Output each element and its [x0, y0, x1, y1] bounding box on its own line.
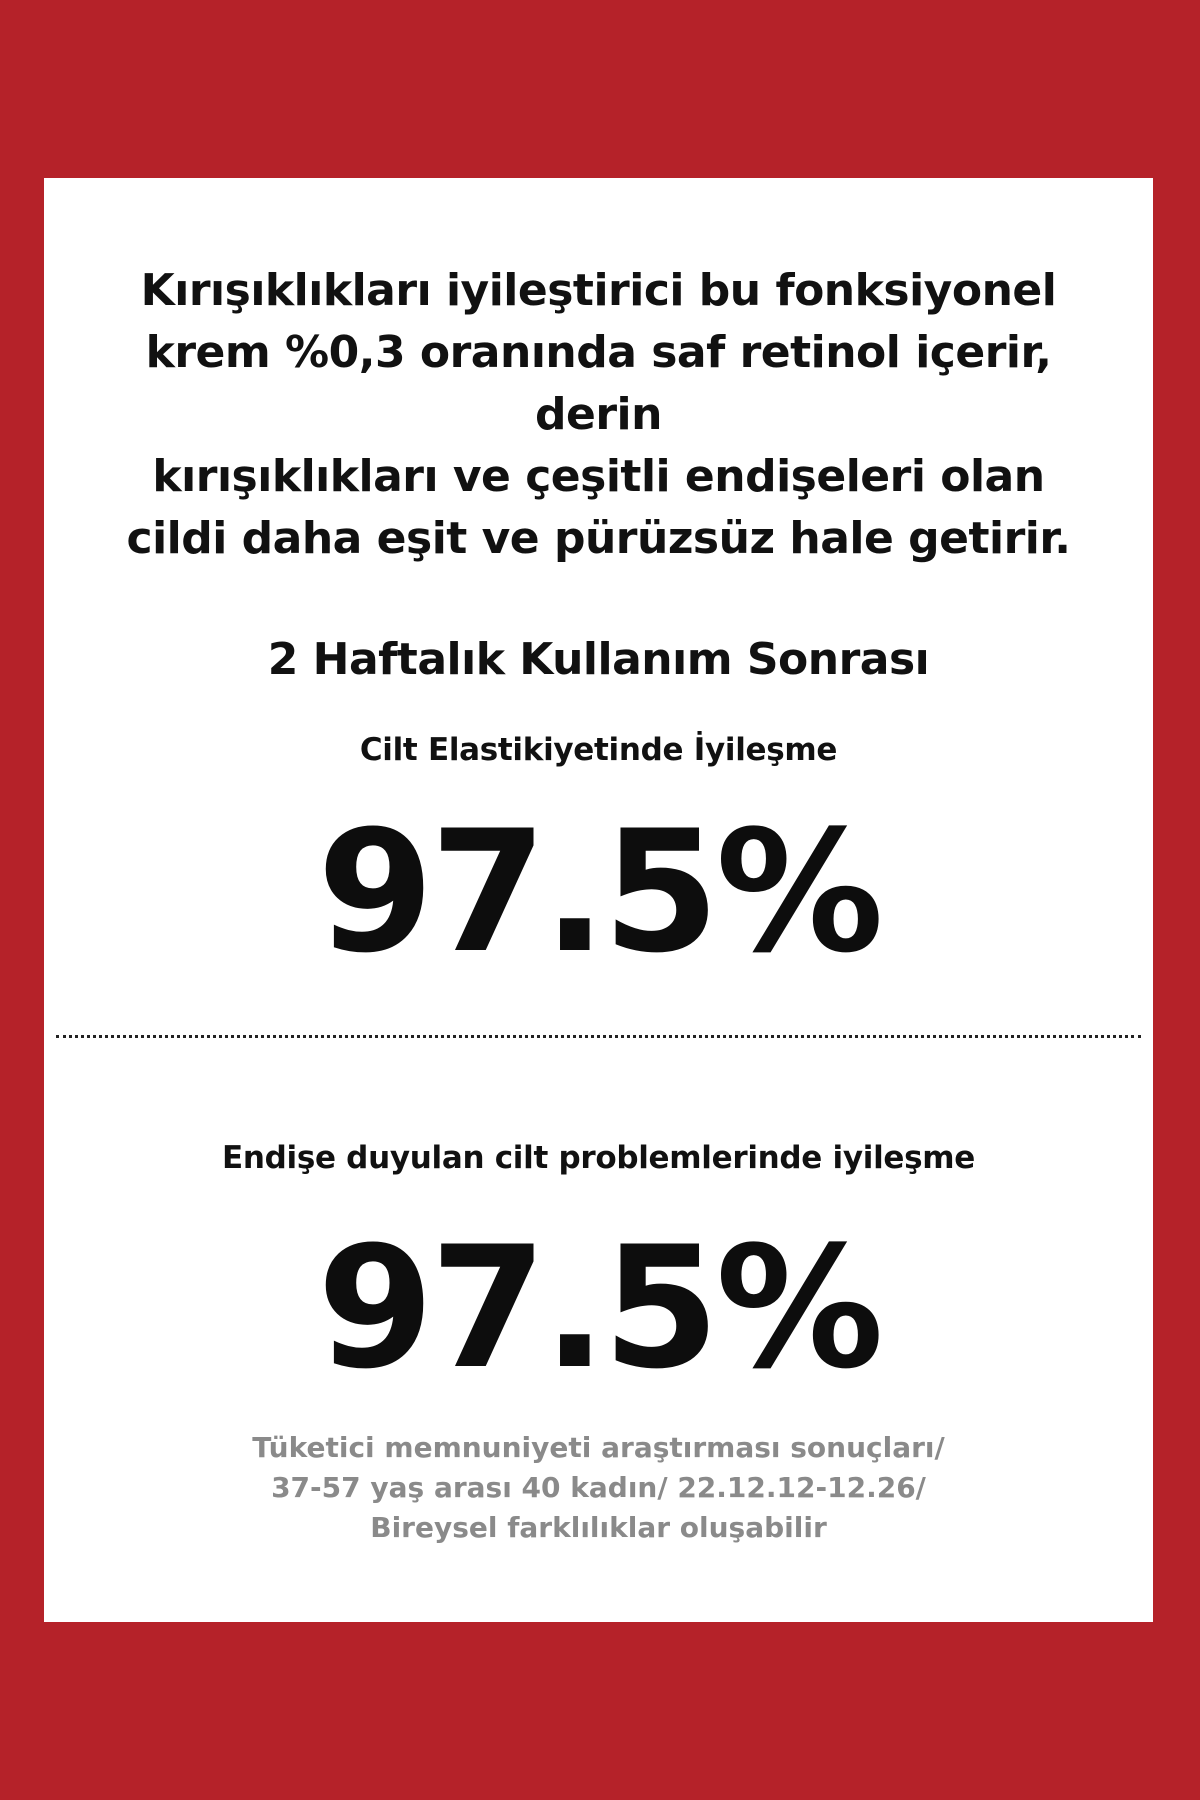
survey-footnote [44, 1428, 1153, 1548]
footnote-line: Bireysel farklılıklar oluşabilir [370, 1511, 827, 1544]
stat-value-concerns: 97.5% [317, 1210, 880, 1406]
intro-line: cildi daha eşit ve pürüzsüz hale getirir. [126, 513, 1071, 564]
intro-line: krem %0,3 oranında saf retinol içerir, derin [145, 327, 1052, 440]
stat-label-elasticity: Cilt Elastikiyetinde İyileşme [359, 732, 838, 768]
intro-text [44, 260, 1153, 570]
footnote-line: Tüketici memnuniyeti araştırması sonuçları/ [252, 1431, 945, 1464]
info-card [44, 178, 1153, 1622]
intro-line: Kırışıklıkları iyileştirici bu fonksiyonel [140, 265, 1057, 316]
intro-line: kırışıklıkları ve çeşitli endişeleri olan [152, 451, 1045, 502]
dotted-divider [56, 1035, 1141, 1038]
section-heading: 2 Haftalık Kullanım Sonrası [267, 634, 930, 685]
stat-label-concerns: Endişe duyulan cilt problemlerinde iyileşme [221, 1140, 976, 1176]
stat-value-elasticity: 97.5% [317, 794, 880, 990]
footnote-line: 37-57 yaş arası 40 kadın/ 22.12.12-12.26/ [271, 1471, 926, 1504]
